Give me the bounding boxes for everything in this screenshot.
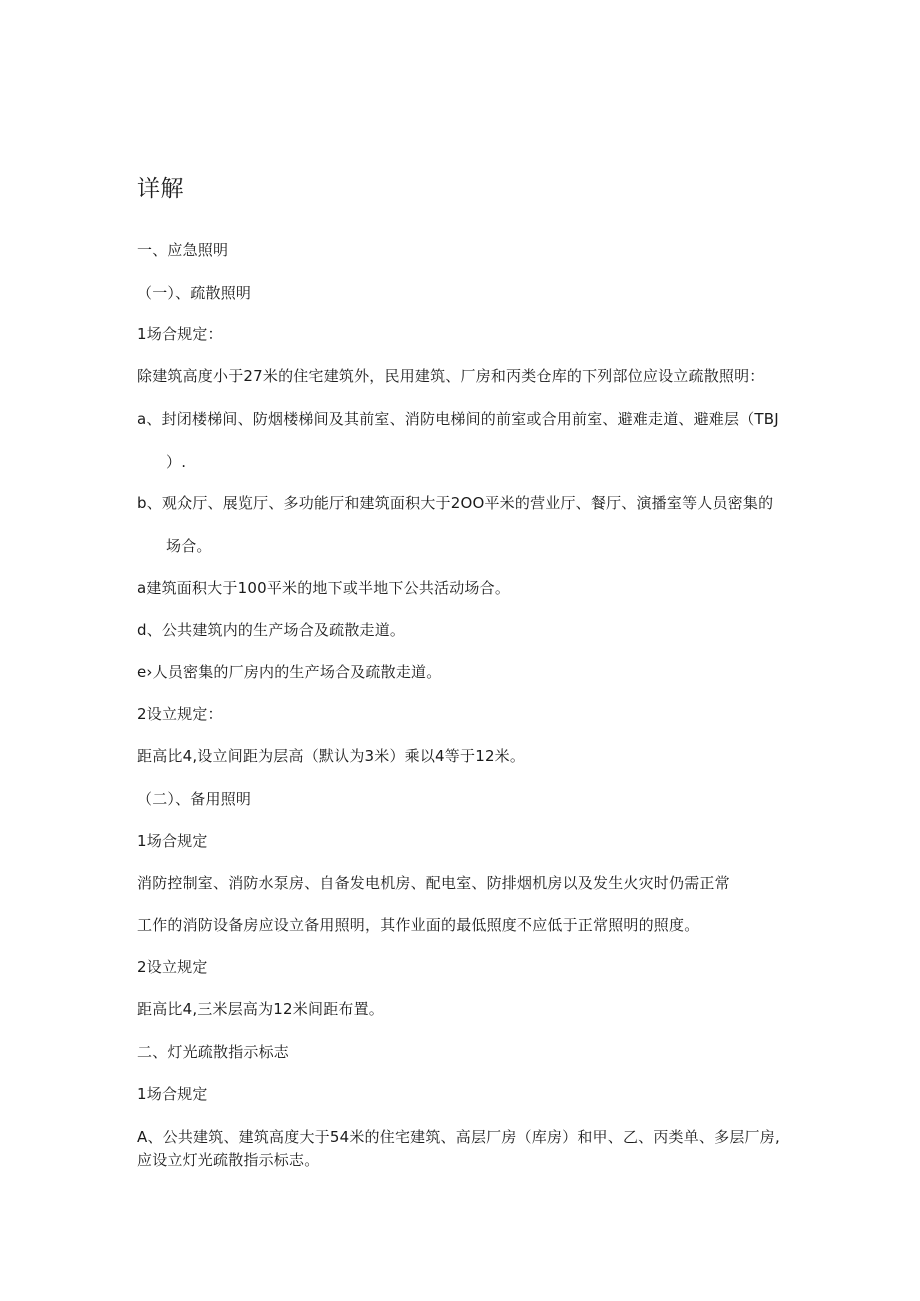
list-item-A-line2: 应设立灯光疏散指示标志。 bbox=[137, 1151, 320, 1169]
list-item-e: e›人员密集的厂房内的生产场合及疏散走道。 bbox=[137, 663, 442, 681]
subsection-heading-backup-lighting: （二）、备用照明 bbox=[137, 790, 252, 808]
item-label-signs-occasion: 1场合规定 bbox=[137, 1085, 208, 1103]
paragraph-backup-line1: 消防控制室、消防水泵房、自备发电机房、配电室、防排烟机房以及发生火灾时仍需正常 bbox=[137, 874, 730, 892]
paragraph-backup-spacing: 距高比4,三米层高为12米间距布置。 bbox=[137, 1000, 384, 1018]
list-item-b-line2: 场合。 bbox=[166, 537, 212, 555]
paragraph-spacing-rule: 距高比4,设立间距为层高（默认为3米）乘以4等于12米。 bbox=[137, 747, 526, 765]
item-label-backup-setup: 2设立规定 bbox=[137, 958, 208, 976]
list-item-d: d、公共建筑内的生产场合及疏散走道。 bbox=[137, 621, 406, 639]
list-item-a-line2: ）. bbox=[166, 453, 187, 471]
section-heading-emergency-lighting: 一、应急照明 bbox=[137, 241, 229, 259]
document-title: 详解 bbox=[137, 176, 184, 202]
section-heading-evacuation-signs: 二、灯光疏散指示标志 bbox=[137, 1043, 290, 1061]
list-item-a-line1: a、封闭楼梯间、防烟楼梯间及其前室、消防电梯间的前室或合用前室、避难走道、避难层（TBJ bbox=[137, 410, 779, 428]
item-label-setup-rules: 2设立规定： bbox=[137, 705, 223, 723]
item-label-occasion-rules: 1场合规定： bbox=[137, 325, 223, 343]
subsection-heading-evacuation-lighting: （一）、疏散照明 bbox=[137, 284, 252, 302]
list-item-b-line1: b、观众厅、展览厅、多功能厅和建筑面积大于2OO平米的营业厅、餐厅、演播室等人员密集的 bbox=[137, 494, 774, 512]
paragraph-backup-line2: 工作的消防设备房应设立备用照明，其作业面的最低照度不应低于正常照明的照度。 bbox=[137, 916, 700, 934]
list-item-A-line1: A、公共建筑、建筑高度大于54米的住宅建筑、高层厂房（库房）和甲、乙、丙类单、多层厂房, bbox=[137, 1128, 780, 1146]
item-label-backup-occasion: 1场合规定 bbox=[137, 832, 208, 850]
paragraph-evacuation-intro: 除建筑高度小于27米的住宅建筑外，民用建筑、厂房和丙类仓库的下列部位应设立疏散照明： bbox=[137, 367, 765, 385]
list-item-c: a建筑面积大于100平米的地下或半地下公共活动场合。 bbox=[137, 579, 511, 597]
